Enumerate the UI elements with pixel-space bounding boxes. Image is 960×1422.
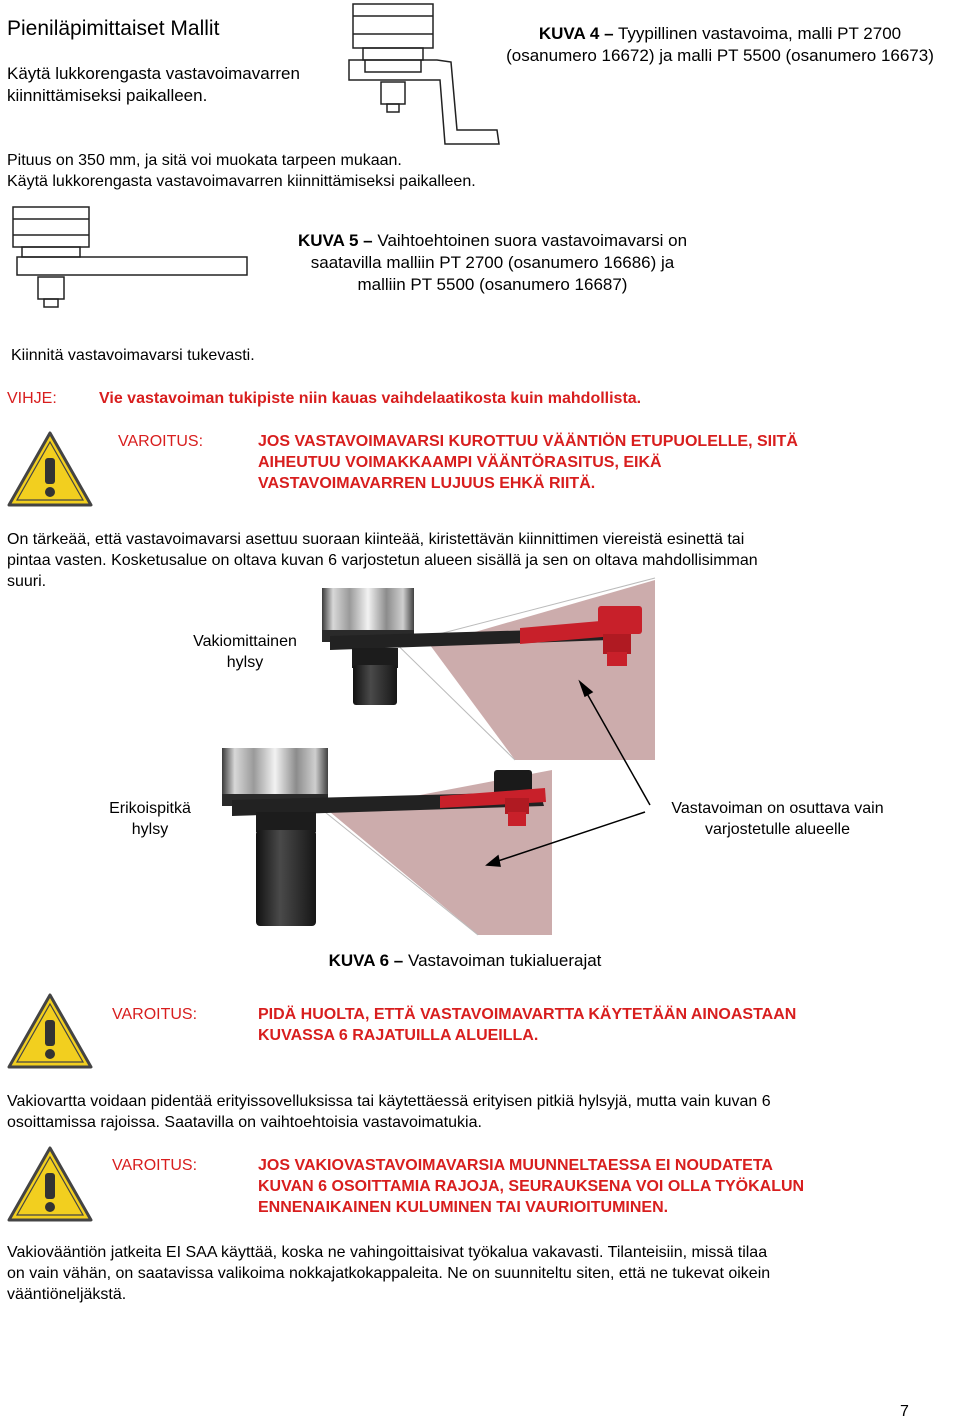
figure5-caption-line3: malliin PT 5500 (osanumero 16687): [357, 275, 628, 294]
warning-triangle-icon: [6, 1145, 94, 1223]
paragraph-extension-line2: osoittamissa rajoissa. Saatavilla on vaihtoehtoisia vastavoimatukia.: [7, 1114, 482, 1131]
figure6-label-shaded-area: [640, 798, 915, 840]
figure6-label-area-line1: Vastavoiman on osuttava vain: [671, 800, 884, 817]
figure5-caption-line1: Vaihtoehtoinen suora vastavoimavarsi on: [377, 231, 688, 250]
figure6-label-standard-line2: hylsy: [226, 654, 264, 671]
page-number: 7: [900, 1403, 909, 1420]
paragraph-no-extensions-line3: vääntiöneljäkstä.: [7, 1286, 127, 1303]
figure5-label: KUVA 5: [297, 231, 359, 250]
figure4-caption-line2: (osanumero 16672) ja malli PT 5500 (osanumero 16673): [506, 46, 934, 65]
figure5-dash: –: [363, 231, 373, 250]
warning2-label: VAROITUS:: [112, 1006, 198, 1023]
figure6-caption: [250, 950, 680, 972]
warning1-line1: JOS VASTAVOIMAVARSI KUROTTUU VÄÄNTIÖN ETUPUOLELLE, SIITÄ: [258, 433, 798, 450]
warning2-line1: PIDÄ HUOLTA, ETTÄ VASTAVOIMAVARTTA KÄYTETÄÄN AINOASTAAN: [258, 1006, 797, 1023]
paragraph-extension: [7, 1091, 771, 1133]
paragraph-contact-area-line1: On tärkeää, että vastavoimavarsi asettuu suoraan kiinteää, kiristettävän kiinnittimen viereistä esinettä tai: [7, 531, 745, 548]
tip-text: Vie vastavoiman tukipiste niin kauas vaihdelaatikosta kuin mahdollista.: [99, 390, 642, 407]
paragraph-no-extensions-line1: Vakiovääntiön jatkeita EI SAA käyttää, koska ne vahingoittaisivat työkalua vakavasti. Tilanteisiin, missä tilaa: [7, 1244, 768, 1261]
warning1-label: VAROITUS:: [118, 433, 204, 450]
figure6-dash: –: [393, 951, 404, 970]
section-intro: Käytä lukkorengasta vastavoimavarren kiinnittämiseksi paikalleen.: [7, 64, 300, 105]
warning1-line2: AIHEUTUU VOIMAKKAAMPI VÄÄNTÖRASITUS, EIKÄ: [258, 454, 662, 471]
paragraph-length-line2: Käytä lukkorengasta vastavoimavarren kiinnittämiseksi paikalleen.: [7, 173, 476, 190]
paragraph-fasten: Kiinnitä vastavoimavarsi tukevasti.: [11, 347, 255, 364]
figure5-caption-line2: saatavilla malliin PT 2700 (osanumero 16686) ja: [310, 253, 675, 272]
tip-label: VIHJE:: [7, 390, 57, 407]
warning3-line3: ENNENAIKAINEN KULUMINEN TAI VAURIOITUMINEN.: [258, 1199, 669, 1216]
paragraph-no-extensions: [7, 1242, 770, 1305]
figure6-label-standard-socket: [180, 631, 310, 673]
warning-triangle-icon: [6, 992, 94, 1070]
section-title: Pieniläpimittaiset Mallit: [7, 17, 220, 40]
figure6-label: KUVA 6: [328, 951, 390, 970]
paragraph-extension-line1: Vakiovartta voidaan pidentää erityissovelluksissa tai käytettäessä erityisen pitkiä hylsyjä, mutta vain kuvan 6: [7, 1093, 771, 1110]
paragraph-length-line1: Pituus on 350 mm, ja sitä voi muokata tarpeen mukaan.: [7, 152, 402, 169]
paragraph-contact-area-line2: pintaa vasten. Kosketusalue on oltava kuvan 6 varjostetun alueen sisällä ja sen on oltava mahdollisimman: [7, 552, 758, 569]
paragraph-contact-area-line3: suuri.: [7, 573, 47, 590]
figure6-caption-text: Vastavoiman tukialuerajat: [408, 951, 602, 970]
warning2-line2: KUVASSA 6 RAJATUILLA ALUEILLA.: [258, 1027, 539, 1044]
figure4-caption-line1: Tyypillinen vastavoima, malli PT 2700: [617, 24, 902, 43]
figure4-label: KUVA 4: [538, 24, 600, 43]
figure4-dash: –: [604, 24, 614, 43]
warning3-label: VAROITUS:: [112, 1157, 198, 1174]
warning1-line3: VASTAVOIMAVARREN LUJUUS EHKÄ RIITÄ.: [258, 475, 596, 492]
paragraph-no-extensions-line2: on vain vähän, on saatavissa valikoima nokkajatkokappaleita. Ne on suunniteltu siten, että ne tukevat oikein: [7, 1265, 771, 1282]
warning3-text: [258, 1155, 804, 1218]
warning2-text: [258, 1004, 796, 1046]
figure6-label-special-line2: hylsy: [131, 821, 169, 838]
figure6-label-standard-line1: Vakiomittainen: [193, 633, 297, 650]
warning3-line1: JOS VAKIOVASTAVOIMAVARSIA MUUNNELTAESSA EI NOUDATETA: [258, 1157, 773, 1174]
figure6-label-special-line1: Erikoispitkä: [109, 800, 191, 817]
figure6-label-area-line2: varjostetulle alueelle: [705, 821, 850, 838]
figure6-label-special-socket: [85, 798, 215, 840]
warning3-line2: KUVAN 6 OSOITTAMIA RAJOJA, SEURAUKSENA VOI OLLA TYÖKALUN: [258, 1178, 805, 1195]
